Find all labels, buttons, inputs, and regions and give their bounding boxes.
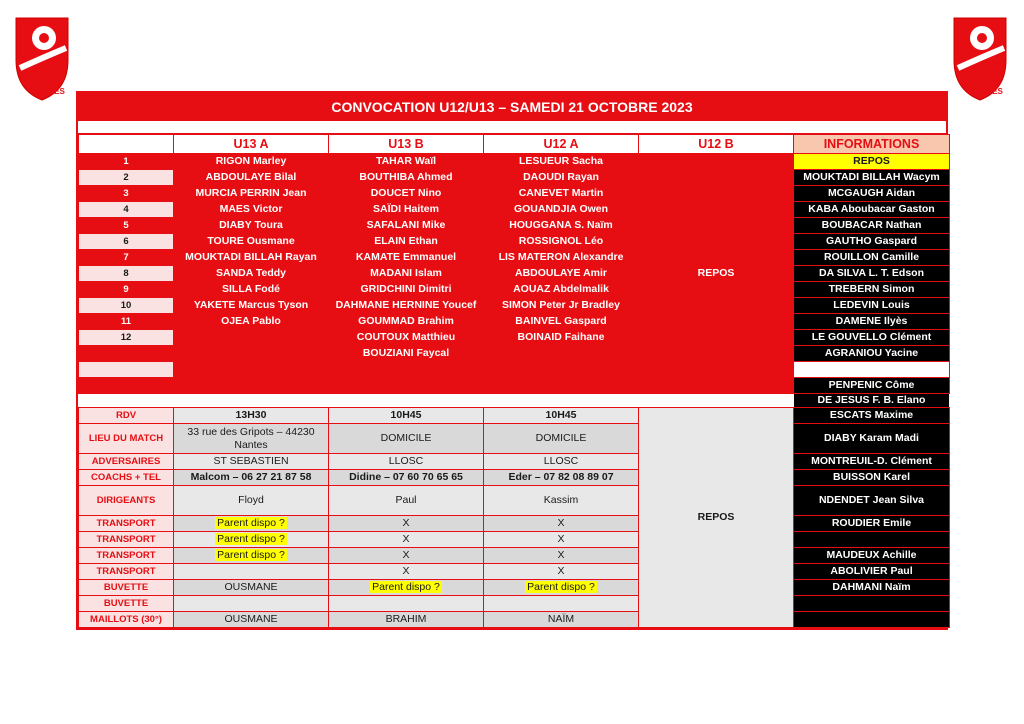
roster-row xyxy=(79,298,950,314)
player-u13b xyxy=(329,362,484,378)
player-u13a: TOURE Ousmane xyxy=(174,234,329,250)
roster-row xyxy=(79,186,950,202)
info-cell: MAUDEUX Achille xyxy=(794,548,950,564)
roster-number xyxy=(79,378,174,394)
roster-number: 2 xyxy=(79,170,174,186)
logistics-u12a: LLOSC xyxy=(484,454,639,470)
player-u13b: COUTOUX Matthieu xyxy=(329,330,484,346)
player-u13a: DIABY Toura xyxy=(174,218,329,234)
logistics-u13b xyxy=(329,580,484,596)
logistics-label: RDV xyxy=(79,408,174,424)
player-u12a: GOUANDJIA Owen xyxy=(484,202,639,218)
player-u13b: KAMATE Emmanuel xyxy=(329,250,484,266)
logistics-u13a xyxy=(174,548,329,564)
logistics-u12a: Kassim xyxy=(484,486,639,516)
parent-dispo-highlight: Parent dispo ? xyxy=(527,581,595,593)
player-u12a: BAINVEL Gaspard xyxy=(484,314,639,330)
logistics-u13a: OUSMANE xyxy=(174,580,329,596)
roster-row xyxy=(79,346,950,362)
player-u12a: HOUGGANA S. Naïm xyxy=(484,218,639,234)
player-u12a: DAOUDI Rayan xyxy=(484,170,639,186)
logistics-row xyxy=(79,486,950,516)
logistics-u12a: Eder – 07 82 08 89 07 xyxy=(484,470,639,486)
info-cell: KABA Aboubacar Gaston xyxy=(794,202,950,218)
player-u13b: MADANI Islam xyxy=(329,266,484,282)
info-cell: DIABY Karam Madi xyxy=(794,424,950,454)
logistics-label: DIRIGEANTS xyxy=(79,486,174,516)
logistics-u13b: X xyxy=(329,548,484,564)
logistics-label: MAILLOTS (30°) xyxy=(79,612,174,628)
player-u12a xyxy=(484,346,639,362)
u12b-status-cell: REPOS xyxy=(639,154,794,394)
roster-row xyxy=(79,314,950,330)
logistics-u13b: X xyxy=(329,564,484,580)
parent-dispo-highlight: Parent dispo ? xyxy=(372,581,440,593)
logistics-u13b: BRAHIM xyxy=(329,612,484,628)
logistics-u13a xyxy=(174,516,329,532)
logistics-u12a: X xyxy=(484,564,639,580)
header-u12b: U12 B xyxy=(639,135,794,154)
info-cell: MOUKTADI BILLAH Wacym xyxy=(794,170,950,186)
roster-row xyxy=(79,362,950,378)
info-cell: MONTREUIL-D. Clément xyxy=(794,454,950,470)
roster-row xyxy=(79,266,950,282)
info-cell: MCGAUGH Aidan xyxy=(794,186,950,202)
player-u13a xyxy=(174,330,329,346)
player-u13a: SANDA Teddy xyxy=(174,266,329,282)
info-cell: ABOLIVIER Paul xyxy=(794,564,950,580)
logistics-u13b: X xyxy=(329,532,484,548)
info-cell: REPOS xyxy=(794,154,950,170)
logistics-u12a: X xyxy=(484,548,639,564)
convocation-table xyxy=(78,134,950,628)
player-u13a xyxy=(174,346,329,362)
info-cell: DAHMANI Naïm xyxy=(794,580,950,596)
logistics-label: TRANSPORT xyxy=(79,564,174,580)
logistics-row xyxy=(79,580,950,596)
logistics-u12a xyxy=(484,580,639,596)
roster-row xyxy=(79,282,950,298)
roster-number: 5 xyxy=(79,218,174,234)
info-cell: AGRANIOU Yacine xyxy=(794,346,950,362)
logistics-label: TRANSPORT xyxy=(79,532,174,548)
player-u13b xyxy=(329,378,484,394)
player-u13b: SAÏDI Haitem xyxy=(329,202,484,218)
player-u13a: MURCIA PERRIN Jean xyxy=(174,186,329,202)
logistics-row xyxy=(79,564,950,580)
info-cell: PENPENIC Côme xyxy=(794,378,950,394)
logistics-label: LIEU DU MATCH xyxy=(79,424,174,454)
logistics-u12a: NAÏM xyxy=(484,612,639,628)
logistics-u13b: DOMICILE xyxy=(329,424,484,454)
player-u13a: RIGON Marley xyxy=(174,154,329,170)
header-blank xyxy=(79,135,174,154)
logistics-u13a xyxy=(174,596,329,612)
logistics-label: ADVERSAIRES xyxy=(79,454,174,470)
info-cell: ROUDIER Emile xyxy=(794,516,950,532)
logistics-row xyxy=(79,596,950,612)
logistics-u13a: 13H30 xyxy=(174,408,329,424)
player-u13b: DAHMANE HERNINE Youcef xyxy=(329,298,484,314)
logistics-row xyxy=(79,470,950,486)
logistics-u13b: 10H45 xyxy=(329,408,484,424)
logistics-u13a: 33 rue des Gripots – 44230 Nantes xyxy=(174,424,329,454)
player-u12a: LIS MATERON Alexandre xyxy=(484,250,639,266)
info-cell: BUISSON Karel xyxy=(794,470,950,486)
info-cell: ESCATS Maxime xyxy=(794,408,950,424)
parent-dispo-highlight: Parent dispo ? xyxy=(217,549,285,561)
logistics-row xyxy=(79,454,950,470)
logistics-label: TRANSPORT xyxy=(79,516,174,532)
roster-row xyxy=(79,154,950,170)
info-cell xyxy=(794,612,950,628)
roster-number: 6 xyxy=(79,234,174,250)
roster-number: 11 xyxy=(79,314,174,330)
player-u13b: TAHAR Waïl xyxy=(329,154,484,170)
u12b-logistics-status: REPOS xyxy=(639,408,794,628)
title-spacer xyxy=(78,120,946,134)
info-cell: GAUTHO Gaspard xyxy=(794,234,950,250)
logistics-u13a: ST SEBASTIEN xyxy=(174,454,329,470)
logistics-u12a: DOMICILE xyxy=(484,424,639,454)
player-u12a: ABDOULAYE Amir xyxy=(484,266,639,282)
player-u13a xyxy=(174,378,329,394)
player-u13a: ABDOULAYE Bilal xyxy=(174,170,329,186)
roster-row xyxy=(79,378,950,394)
player-u13a: MAES Victor xyxy=(174,202,329,218)
roster-number xyxy=(79,346,174,362)
info-cell: NDENDET Jean Silva xyxy=(794,486,950,516)
player-u13a: MOUKTADI BILLAH Rayan xyxy=(174,250,329,266)
player-u13b: ELAIN Ethan xyxy=(329,234,484,250)
player-u12a: BOINAID Faihane xyxy=(484,330,639,346)
info-cell: LEDEVIN Louis xyxy=(794,298,950,314)
player-u12a: LESUEUR Sacha xyxy=(484,154,639,170)
roster-row xyxy=(79,250,950,266)
logistics-row xyxy=(79,532,950,548)
logistics-u13a xyxy=(174,564,329,580)
player-u12a xyxy=(484,378,639,394)
logistics-u13b: Didine – 07 60 70 65 65 xyxy=(329,470,484,486)
header-u12a: U12 A xyxy=(484,135,639,154)
roster-number xyxy=(79,362,174,378)
roster-row xyxy=(79,330,950,346)
logistics-label: TRANSPORT xyxy=(79,548,174,564)
header-u13b: U13 B xyxy=(329,135,484,154)
club-logo-left xyxy=(10,8,74,104)
player-u13b: GOUMMAD Brahim xyxy=(329,314,484,330)
logistics-label: BUVETTE xyxy=(79,596,174,612)
header-row xyxy=(79,135,950,154)
logistics-u13a: Malcom – 06 27 21 87 58 xyxy=(174,470,329,486)
logistics-row xyxy=(79,612,950,628)
logistics-u13a: OUSMANE xyxy=(174,612,329,628)
logistics-u12a: X xyxy=(484,516,639,532)
roster-row xyxy=(79,202,950,218)
logistics-u13b: LLOSC xyxy=(329,454,484,470)
svg-text:NANTES: NANTES xyxy=(32,87,65,96)
info-cell: ROUILLON Camille xyxy=(794,250,950,266)
parent-dispo-highlight: Parent dispo ? xyxy=(217,533,285,545)
header-u13a: U13 A xyxy=(174,135,329,154)
logistics-u12a: 10H45 xyxy=(484,408,639,424)
roster-row xyxy=(79,234,950,250)
player-u12a: SIMON Peter Jr Bradley xyxy=(484,298,639,314)
logistics-label: COACHS + TEL xyxy=(79,470,174,486)
logistics-u13b: X xyxy=(329,516,484,532)
logistics-row xyxy=(79,516,950,532)
logistics-u13b: Paul xyxy=(329,486,484,516)
info-cell: TREBERN Simon xyxy=(794,282,950,298)
player-u13b: DOUCET Nino xyxy=(329,186,484,202)
logistics-u13b xyxy=(329,596,484,612)
info-cell: BOUBACAR Nathan xyxy=(794,218,950,234)
header-informations: INFORMATIONS xyxy=(794,135,950,154)
roster-number: 10 xyxy=(79,298,174,314)
logistics-u13a: Floyd xyxy=(174,486,329,516)
roster-row xyxy=(79,218,950,234)
sheet-title: CONVOCATION U12/U13 – SAMEDI 21 OCTOBRE 2023 xyxy=(78,93,946,120)
player-u12a: CANEVET Martin xyxy=(484,186,639,202)
player-u12a xyxy=(484,362,639,378)
roster-number: 8 xyxy=(79,266,174,282)
player-u13a xyxy=(174,362,329,378)
player-u13b: BOUTHIBA Ahmed xyxy=(329,170,484,186)
roster-number: 7 xyxy=(79,250,174,266)
roster-number: 9 xyxy=(79,282,174,298)
logistics-u12a: X xyxy=(484,532,639,548)
logistics-row xyxy=(79,424,950,454)
logistics-u12a xyxy=(484,596,639,612)
svg-text:NANTES: NANTES xyxy=(970,87,1003,96)
club-logo-right xyxy=(948,8,1012,104)
info-cell xyxy=(794,362,950,378)
separator-row xyxy=(79,394,950,408)
logistics-u13a xyxy=(174,532,329,548)
logistics-row xyxy=(79,408,950,424)
separator-cell xyxy=(79,394,794,408)
player-u12a: AOUAZ Abdelmalik xyxy=(484,282,639,298)
parent-dispo-highlight: Parent dispo ? xyxy=(217,517,285,529)
info-cell xyxy=(794,532,950,548)
roster-number: 4 xyxy=(79,202,174,218)
logistics-row xyxy=(79,548,950,564)
info-cell: DA SILVA L. T. Edson xyxy=(794,266,950,282)
convocation-sheet xyxy=(76,91,948,630)
info-cell: LE GOUVELLO Clément xyxy=(794,330,950,346)
info-cell: DE JESUS F. B. Elano xyxy=(794,394,950,408)
player-u13a: YAKETE Marcus Tyson xyxy=(174,298,329,314)
roster-number: 3 xyxy=(79,186,174,202)
player-u13b: SAFALANI Mike xyxy=(329,218,484,234)
roster-row xyxy=(79,170,950,186)
roster-number: 1 xyxy=(79,154,174,170)
player-u13a: SILLA Fodé xyxy=(174,282,329,298)
player-u13b: GRIDCHINI Dimitri xyxy=(329,282,484,298)
player-u13b: BOUZIANI Faycal xyxy=(329,346,484,362)
roster-number: 12 xyxy=(79,330,174,346)
info-cell: DAMENE Ilyès xyxy=(794,314,950,330)
logistics-label: BUVETTE xyxy=(79,580,174,596)
player-u12a: ROSSIGNOL Léo xyxy=(484,234,639,250)
info-cell xyxy=(794,596,950,612)
player-u13a: OJEA Pablo xyxy=(174,314,329,330)
